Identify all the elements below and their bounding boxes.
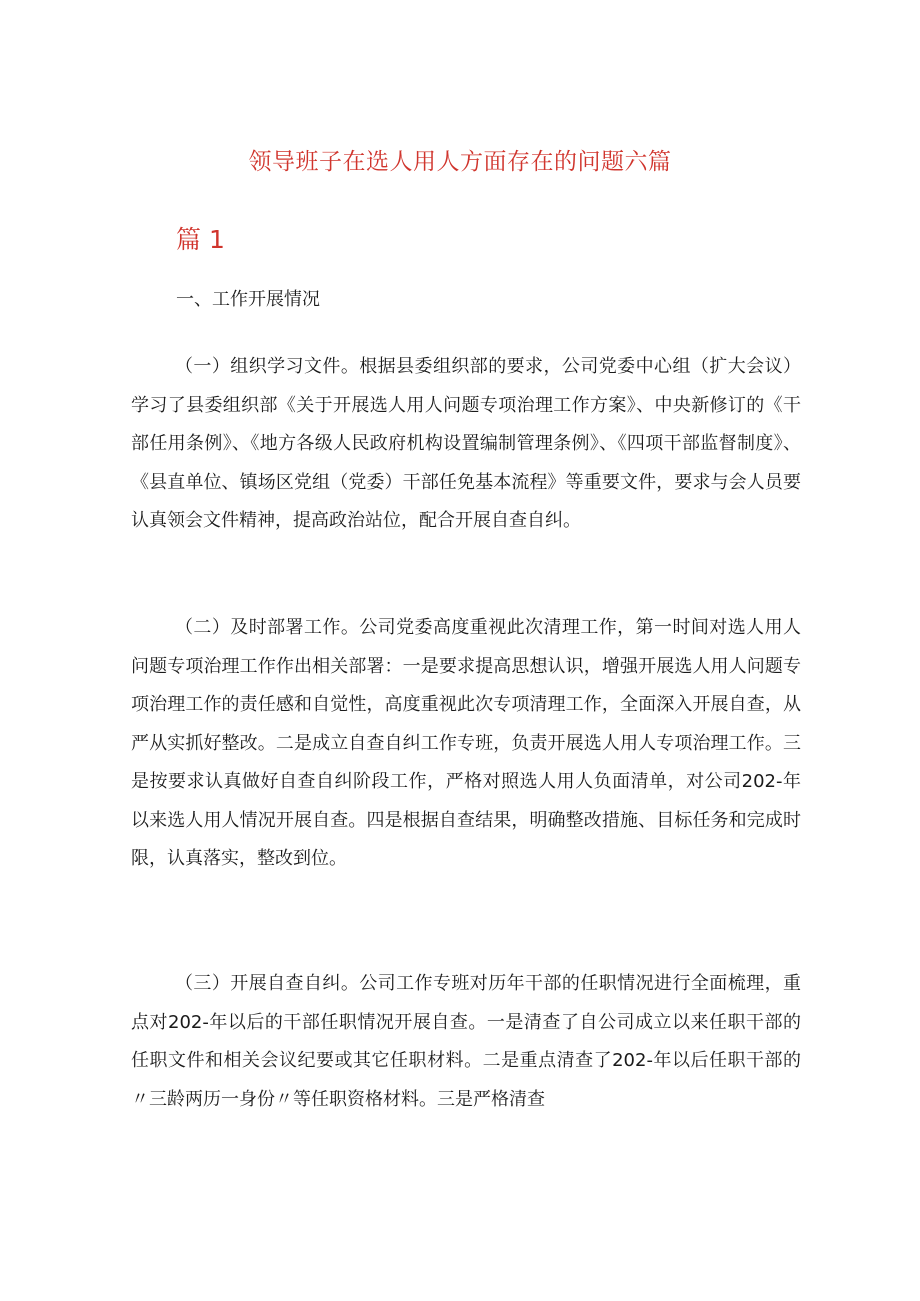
paragraph-3: （三）开展自查自纠。公司工作专班对历年干部的任职情况进行全面梳理，重点对202-年以后的干部任职情况开展自查。一是清查了自公司成立以来任职干部的任职文件和相关会议纪要或其它任职材料。二是重点清查了202-年以后任职干部的〃三龄两历一身份〃等任职资格材料。三是严格清查 <box>131 973 801 1110</box>
section-heading: 篇 1 <box>176 225 225 254</box>
document-title: 领导班子在选人用人方面存在的问题六篇 <box>248 149 672 175</box>
paragraph-1: （一）组织学习文件。根据县委组织部的要求，公司党委中心组（扩大会议）学习了县委组织部《关于开展选人用人问题专项治理工作方案》、中央新修订的《干部任用条例》、《地方各级人民政府机构设置编制管理条例》、《四项干部监督制度》、《县直单位、镇场区党组（党委）干部任免基本流程》等重要文件，要求与会人员要认真领会文件精神，提高政治站位，配合开展自查自纠。 <box>131 356 801 531</box>
subheading: 一、工作开展情况 <box>176 289 320 310</box>
paragraph-2: （二）及时部署工作。公司党委高度重视此次清理工作，第一时间对选人用人问题专项治理工作作出相关部署：一是要求提高思想认识，增强开展选人用人问题专项治理工作的责任感和自觉性，高度重视此次专项清理工作，全面深入开展自查，从严从实抓好整改。二是成立自查自纠工作专班，负责开展选人用人专项治理工作。三是按要求认真做好自查自纠阶段工作，严格对照选人用人负面清单，对公司202-年以来选人用人情况开展自查。四是根据自查结果，明确整改措施、目标任务和完成时限，认真落实，整改到位。 <box>131 617 801 869</box>
